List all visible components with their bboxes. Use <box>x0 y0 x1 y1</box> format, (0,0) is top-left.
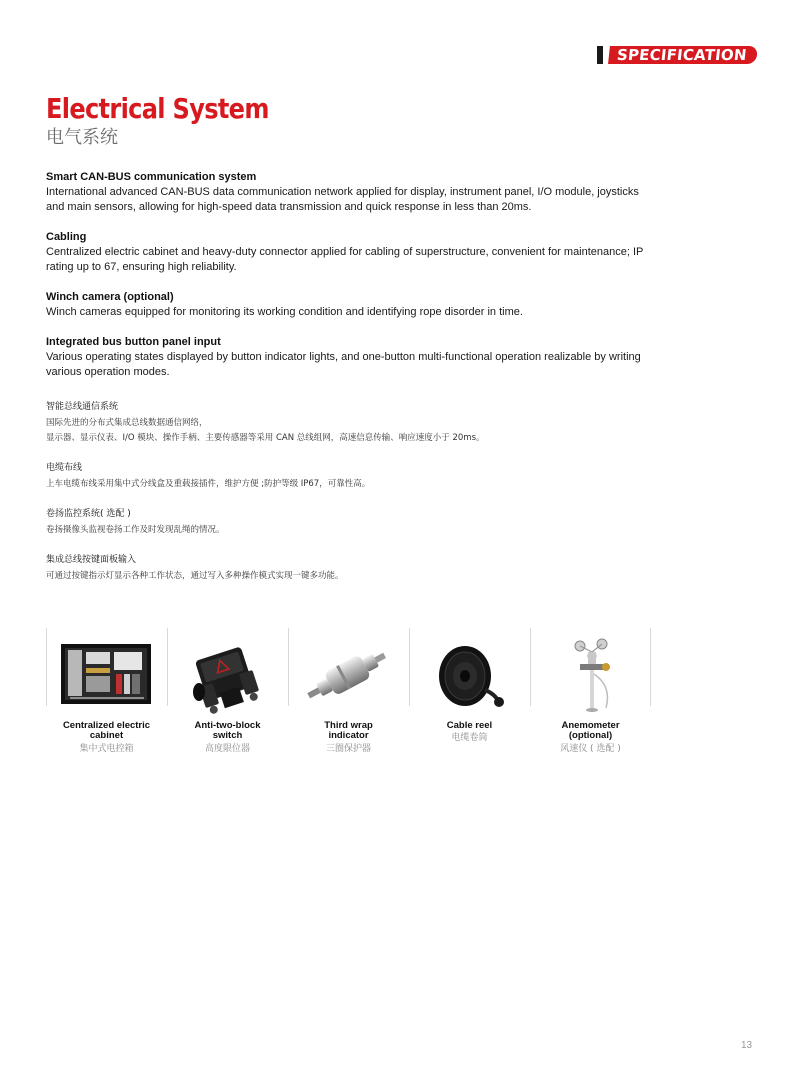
electric-cabinet-photo <box>56 634 156 714</box>
badge-bar <box>597 46 603 64</box>
section-heading-cn: 集成总线按键面板输入 <box>46 555 137 565</box>
section-heading-cn: 卷扬监控系统( 选配 ) <box>46 509 131 519</box>
page-title: Electrical System <box>46 92 269 125</box>
section-cn-winch-camera <box>46 508 666 538</box>
product-name-en <box>530 721 651 741</box>
anti-two-block-switch-photo <box>177 634 277 714</box>
section-heading-cn: 电缆布线 <box>46 463 83 473</box>
divider <box>530 628 531 706</box>
cable-reel-photo <box>419 634 519 714</box>
product-name-cn: 集中式电控箱 <box>79 744 134 754</box>
section-line: Centralized electric cabinet and heavy-duty connector applied for cabling of superstructure, convenient for maintenance; IP <box>46 246 644 258</box>
section-button-panel <box>46 335 666 380</box>
chinese-sections <box>46 401 666 600</box>
section-heading-cn: 智能总线通信系统 <box>46 402 119 412</box>
section-winch-camera <box>46 290 666 320</box>
product-name-cn: 三圈保护器 <box>325 744 371 754</box>
section-line: Winch cameras equipped for monitoring its working condition and identifying rope disorder in time. <box>46 306 523 318</box>
product-cable-reel <box>409 628 530 758</box>
product-third-wrap-indicator <box>288 628 409 758</box>
product-name-en <box>409 721 530 731</box>
section-line: International advanced CAN-BUS data communication network applied for display, instrument panel, I/O module, joysticks <box>46 186 639 198</box>
section-line-cn: 显示器、显示仪表、I/O 模块、操作手柄、主要传感器等采用 CAN 总线组网，高速信息传输、响应速度小于 20ms。 <box>46 433 485 443</box>
section-cn-can-bus <box>46 401 666 446</box>
section-line: Various operating states displayed by button indicator lights, and one-button multi-functional operation realizable by writing <box>46 351 641 363</box>
section-line-cn: 可通过按键指示灯显示各种工作状态，通过写入多种操作模式实现一键多功能。 <box>46 571 344 581</box>
product-name-line: Centralized electric <box>62 720 151 731</box>
product-name-cn: 电缆卷筒 <box>451 733 488 743</box>
product-name-line: Anemometer <box>561 720 620 731</box>
section-heading: Smart CAN-BUS communication system <box>46 171 257 183</box>
section-heading: Winch camera (optional) <box>46 291 174 303</box>
product-name-cn: 高度限位器 <box>204 744 250 754</box>
english-sections <box>46 170 666 395</box>
section-line-cn: 卷扬摄像头监视卷扬工作及时发现乱绳的情况。 <box>46 525 225 535</box>
third-wrap-indicator-photo <box>298 634 398 714</box>
divider <box>409 628 410 706</box>
product-anemometer <box>530 628 651 758</box>
product-name-line: indicator <box>328 730 369 741</box>
section-cn-cabling <box>46 462 666 492</box>
section-can-bus <box>46 170 666 215</box>
section-line: rating up to 67, ensuring high reliability. <box>46 261 237 273</box>
specification-badge <box>597 46 757 64</box>
section-cn-button-panel <box>46 554 666 584</box>
divider <box>288 628 289 706</box>
product-name-line: cabinet <box>89 730 124 741</box>
divider <box>167 628 168 706</box>
page-subtitle-cn: 电气系统 <box>46 127 118 148</box>
badge-label: SPECIFICATION <box>608 46 758 64</box>
product-name-en <box>167 721 288 741</box>
product-name-en <box>46 721 167 741</box>
section-heading: Cabling <box>46 231 87 243</box>
product-name-line: (optional) <box>568 730 613 741</box>
product-name-line: Cable reel <box>446 720 493 731</box>
anemometer-photo <box>540 634 640 714</box>
divider <box>46 628 47 706</box>
product-gallery <box>46 628 653 758</box>
product-name-line: switch <box>212 730 243 741</box>
section-line-cn: 上车电缆布线采用集中式分线盒及重载接插件，维护方便 ;防护等级 IP67，可靠性高。 <box>46 479 371 489</box>
page-number: 13 <box>741 1040 753 1051</box>
section-heading: Integrated bus button panel input <box>46 336 221 348</box>
product-name-en <box>288 721 409 741</box>
section-line-cn: 国际先进的分布式集成总线数据通信网络， <box>46 418 208 428</box>
product-electric-cabinet <box>46 628 167 758</box>
section-line: various operation modes. <box>46 366 170 378</box>
product-name-line: Third wrap <box>324 720 373 731</box>
product-name-cn: 风速仪 ( 选配 ) <box>560 744 621 754</box>
divider <box>650 628 651 706</box>
product-anti-two-block-switch <box>167 628 288 758</box>
product-name-line: Anti-two-block <box>194 720 261 731</box>
section-cabling <box>46 230 666 275</box>
section-line: and main sensors, allowing for high-speed data transmission and quick response in less than 20ms. <box>46 201 532 213</box>
